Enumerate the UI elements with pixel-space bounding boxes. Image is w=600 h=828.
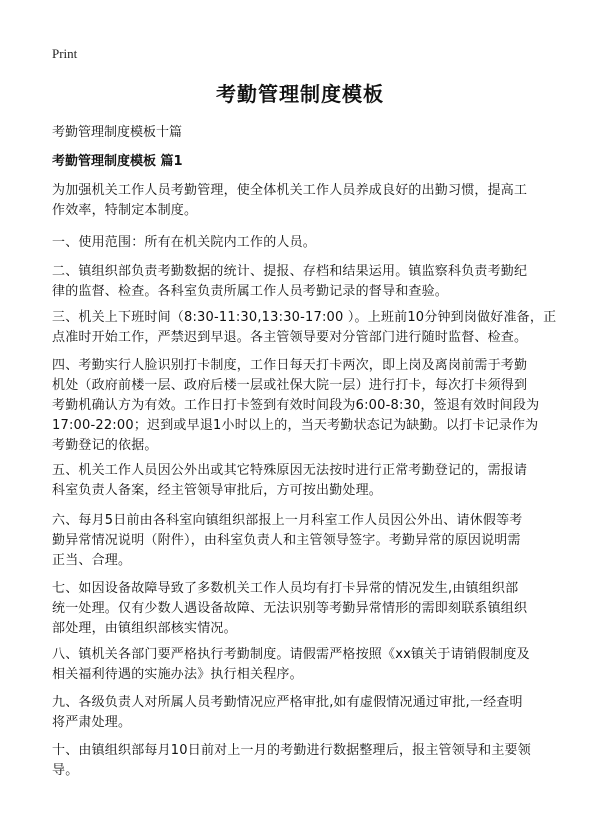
document-title: 考勤管理制度模板 — [216, 82, 384, 106]
paragraph-item-3 — [52, 308, 557, 348]
section-heading: 考勤管理制度模板 篇1 — [52, 154, 183, 169]
paragraph-line: 六、每月5日前由各科室向镇组织部报上一月科室工作人员因公外出、请休假等考 — [52, 513, 523, 528]
paragraph-line: 科室负责人备案，经主管领导审批后，方可按出勤处理。 — [52, 483, 383, 498]
paragraph-line: 为加强机关工作人员考勤管理，使全体机关工作人员养成良好的出勤习惯，提高工 — [52, 183, 528, 198]
paragraph-line: 一、使用范围：所有在机关院内工作的人员。 — [52, 235, 317, 250]
paragraph-line: 律的监督、检查。各科室负责所属工作人员考勤记录的督导和查验。 — [52, 284, 449, 299]
paragraph-item-2 — [52, 262, 552, 302]
print-link[interactable]: Print — [52, 46, 78, 61]
paragraph-intro — [52, 181, 552, 221]
paragraph-item-10 — [52, 741, 552, 781]
paragraph-line: 统一处理。仅有少数人遇设备故障、无法识别等考勤异常情形的需即刻联系镇组织 — [52, 601, 528, 616]
paragraph-line: 七、如因设备故障导致了多数机关工作人员均有打卡异常的情况发生,由镇组织部 — [52, 581, 519, 596]
paragraph-line: 部处理，由镇组织部核实情况。 — [52, 621, 237, 636]
paragraph-line: 正当、合理。 — [52, 553, 132, 568]
paragraph-item-6 — [52, 511, 552, 571]
paragraph-line: 十、由镇组织部每月10日前对上一月的考勤进行数据整理后，报主管领导和主要领 — [52, 743, 531, 758]
paragraph-line: 考勤登记的依据。 — [52, 438, 158, 453]
paragraph-line: 考勤机确认方为有效。工作日打卡签到有效时间段为6:00-8:30，签退有效时间段为 — [52, 398, 540, 413]
paragraph-line: 八、镇机关各部门要严格执行考勤制度。请假需严格按照《xx镇关于请销假制度及 — [52, 647, 530, 662]
paragraph-line: 将严肃处理。 — [52, 715, 132, 730]
paragraph-item-1 — [52, 233, 552, 253]
paragraph-line: 机处（政府前楼一层、政府后楼一层或社保大院一层）进行打卡，每次打卡须得到 — [52, 378, 528, 393]
paragraph-line: 相关福利待遇的实施办法》执行相关程序。 — [52, 667, 303, 682]
paragraph-line: 三、机关上下班时间（8:30-11:30,13:30-17:00 ）。上班前10分钟到岗做好准备，正 — [52, 310, 557, 325]
paragraph-line: 作效率，特制定本制度。 — [52, 203, 198, 218]
paragraph-line: 四、考勤实行人脸识别打卡制度，工作日每天打卡两次，即上岗及离岗前需于考勤 — [52, 358, 528, 373]
paragraph-item-7 — [52, 579, 552, 639]
paragraph-item-4 — [52, 356, 552, 456]
paragraph-line: 二、镇组织部负责考勤数据的统计、提报、存档和结果运用。镇监察科负责考勤纪 — [52, 264, 528, 279]
paragraph-line: 导。 — [52, 763, 79, 778]
paragraph-line: 九、各级负责人对所属人员考勤情况应严格审批,如有虚假情况通过审批,一经查明 — [52, 695, 523, 710]
paragraph-line: 17:00-22:00；迟到或早退1小时以上的，当天考勤状态记为缺勤。以打卡记录作为 — [52, 418, 539, 433]
paragraph-item-9 — [52, 693, 552, 733]
paragraph-item-5 — [52, 461, 552, 501]
paragraph-line: 勤异常情况说明（附件），由科室负责人和主管领导签字。考勤异常的原因说明需 — [52, 533, 521, 548]
paragraph-line: 点准时开始工作，严禁迟到早退。各主管领导要对分管部门进行随时监督、检查。 — [52, 330, 528, 345]
paragraph-item-8 — [52, 645, 552, 685]
document-subtitle: 考勤管理制度模板十篇 — [52, 125, 183, 140]
paragraph-line: 五、机关工作人员因公外出或其它特殊原因无法按时进行正常考勤登记的，需报请 — [52, 463, 528, 478]
